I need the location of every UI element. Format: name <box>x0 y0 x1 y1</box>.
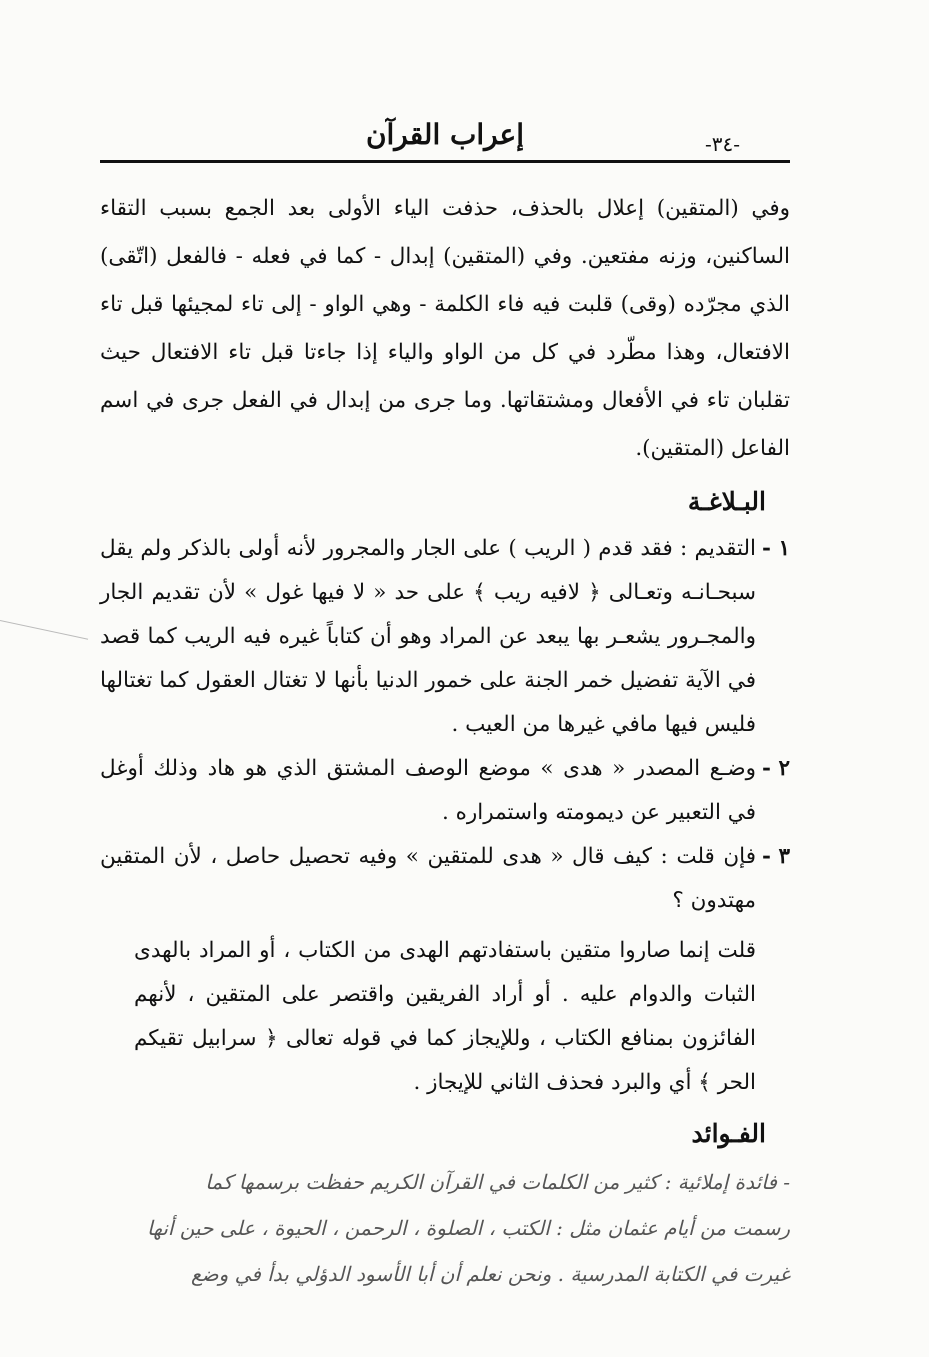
running-title: إعراب القرآن <box>365 118 525 151</box>
page-body <box>100 185 790 1297</box>
balagha-item-3 <box>100 835 790 923</box>
item-text: التقديم : فقد قدم ( الريب ) على الجار والمجرور لأنه أولى بالذكر ولم يقل سبحـانـه وتعـالى ﴿ لافيه ريب ﴾ على حد « لا فيها غول » لأن تقديم الجار والمجـرور يشعـر بها يبعد عن المراد وهو أن كتاباً غيره فيه الريب كما قصد في الآية تفضيل خمر الجنة على خمور الدنيا بأنها لا تغتال العقول كما تغتالها فليس فيها مافي غيرها من العيب . <box>100 536 756 737</box>
balagha-item-1 <box>100 527 790 747</box>
fawaid-line: غيرت في الكتابة المدرسية . ونحن نعلم أن أبا الأسود الدؤلي بدأ في وضع <box>190 1262 790 1286</box>
morphology-paragraph: وفي (المتقين) إعلال بالحذف، حذفت الياء الأولى بعد الجمع بسبب التقاء الساكنين، وزنه مفتعين. وفي (المتقين) إبدال - كما في فعله - فالفعل (اتّقى) الذي مجرّده (وقى) قلبت فيه فاء الكلمة - وهي الواو - إلى تاء لمجيئها قبل تاء الافتعال، وهذا مطّرد في كل من الواو والياء إذا جاءتا قبل تاء الافتعال حيث تقلبان تاء في الأفعال ومشتقاتها. وما جرى من إبدال في الفعل جرى في اسم الفاعل (المتقين). <box>100 196 790 461</box>
item-number: ٢ - <box>762 756 790 781</box>
header-rule <box>100 160 790 163</box>
page-number: -٣٤- <box>705 132 741 156</box>
page-header <box>100 118 790 160</box>
fawaid-line: - فائدة إملائية : كثير من الكلمات في القرآن الكريم حفظت برسمها كما <box>205 1170 790 1194</box>
item-number: ٣ - <box>762 844 790 869</box>
item-text: فإن قلت : كيف قال « هدى للمتقين » وفيه تحصيل حاصل ، لأن المتقين مهتدون ؟ <box>100 844 756 913</box>
item-number: ١ - <box>762 536 790 561</box>
fawaid-heading: الفـوائد <box>691 1119 766 1148</box>
balagha-answer: قلت إنما صاروا متقين باستفادتهم الهدى من الكتاب ، أو المراد بالهدى الثبات والدوام عليه . أو أراد الفريقين واقتصر على المتقين ، لأنهم الفائزون بمنافع الكتاب ، وللإيجاز كما في قوله تعالى ﴿ سرابيل تقيكم الحر ﴾ أي والبرد فحذف الثاني للإيجاز . <box>134 938 756 1095</box>
item-text: وضـع المصدر « هدى » موضع الوصف المشتق الذي هو هاد وذلك أوغل في التعبير عن ديمومته واستمراره . <box>100 756 756 825</box>
balagha-item-2 <box>100 747 790 835</box>
fawaid-line: رسمت من أيام عثمان مثل : الكتب ، الصلوة ، الرحمن ، الحيوة ، على حين أنها <box>147 1216 790 1240</box>
balagha-heading: البـلاغـة <box>687 487 766 516</box>
page-crease-mark <box>0 620 88 640</box>
